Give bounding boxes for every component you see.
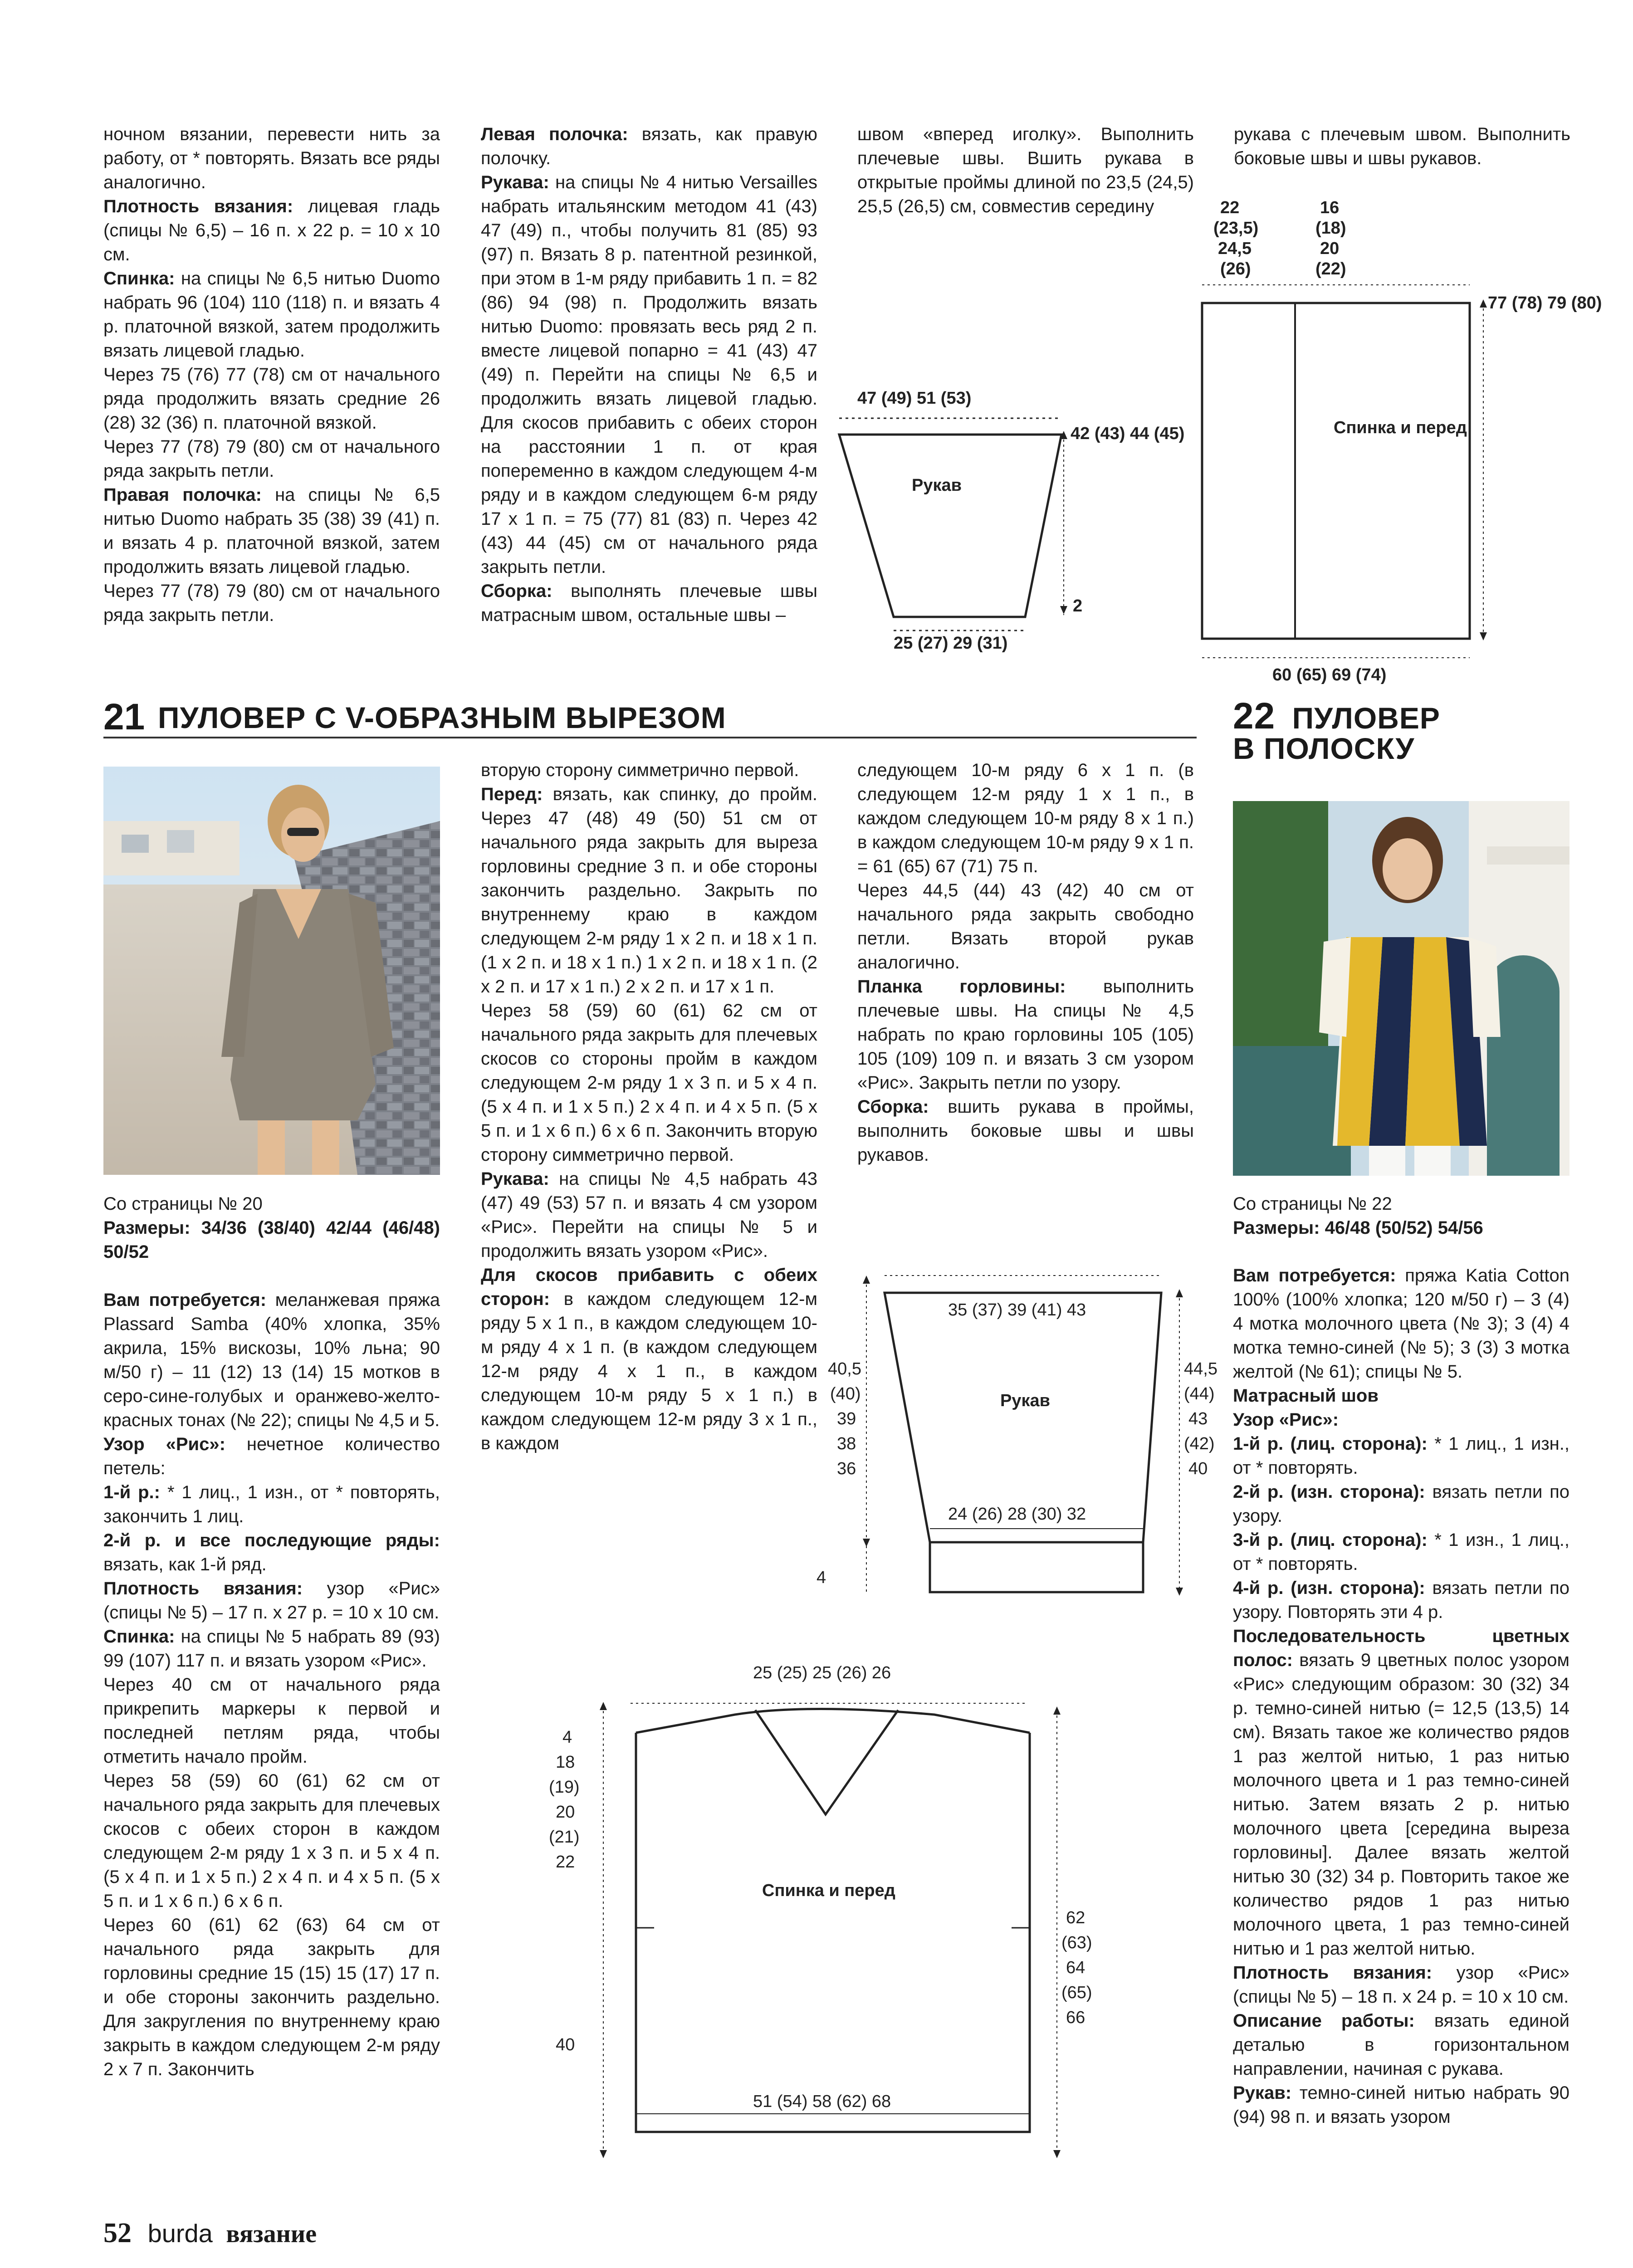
sleeve21-left-4: 38: [837, 1434, 856, 1453]
paragraph: [103, 1288, 440, 1432]
paragraph-body: * 1 лиц., 1 изн., от * повторять.: [1233, 1434, 1569, 1478]
paragraph-lead: Правая полочка:: [103, 485, 262, 505]
paragraph-body: * 1 лиц., 1 изн., от * повторять, закончить 1 лиц.: [103, 1482, 440, 1526]
paragraph: Через 40 см от начального ряда прикрепить маркеры к первой и последней петлям ряда, чтобы отметить начало пройм.: [103, 1675, 440, 1767]
paragraph-body: узор «Рис» (спицы № 5) – 17 п. х 27 р. = 10 х 10 см.: [103, 1579, 440, 1623]
sleeve21-left-2: (40): [830, 1384, 861, 1403]
body21-top-width: 25 (25) 25 (26) 26: [753, 1663, 891, 1682]
paragraph-lead: Плотность вязания:: [103, 1579, 303, 1598]
sleeve21-left-1: 40,5: [828, 1359, 861, 1378]
model22-title-line2: В ПОЛОСКУ: [1233, 732, 1415, 765]
sleeve21-right-2: (44): [1184, 1384, 1215, 1403]
model21-source: Со страницы № 20: [103, 1194, 263, 1214]
model21-sizes: Размеры: 34/36 (38/40) 42/44 (46/48) 50/52: [103, 1218, 440, 1262]
paragraph-body: вязать, как 1-й ряд.: [103, 1554, 267, 1574]
paragraph-lead: Спинка:: [103, 1627, 175, 1647]
paragraph: [481, 1167, 817, 1263]
paragraph: Через 75 (76) 77 (78) см от начального ряда продолжить вязать средние 26 (28) 32 (36) п. платочной вязкой.: [103, 365, 440, 433]
paragraph: [481, 1263, 817, 1456]
paragraph-body: вязать петли по узору.: [1233, 1482, 1570, 1526]
body21-right-1: 62: [1066, 1908, 1085, 1927]
paragraph-lead: Плотность вязания:: [103, 196, 293, 216]
top-col-1: [103, 122, 440, 627]
top-col-3: [857, 122, 1194, 219]
page-number: 52: [103, 2218, 132, 2248]
sleeve21-right-3: 43: [1188, 1409, 1208, 1428]
paragraph: [1233, 2009, 1569, 2081]
model21-number: 21: [103, 696, 145, 738]
sleeve-diagram-top: [826, 386, 1198, 676]
paragraph-lead: 1-й р. (лиц. сторона):: [1233, 1434, 1428, 1454]
paragraph: [1233, 1624, 1569, 1961]
paragraph-lead: Вам потребуется:: [1233, 1266, 1396, 1286]
body-top-height: 77 (78) 79 (80): [1488, 293, 1602, 313]
paragraph-body: выполнить плечевые швы. На спицы № 4,5 набрать по краю горловины 105 (105) 105 (109) 109 п. и вязать 3 см узором «Рис». Закрыть петли по узору.: [857, 977, 1194, 1093]
paragraph: [481, 579, 817, 627]
paragraph-lead: Узор «Рис»:: [103, 1434, 225, 1454]
top-col-4: [1234, 122, 1570, 171]
paragraph-body: в каждом следующем 12-м ряду 5 х 1 п., в каждом следующем 10-м ряду 4 х 1 п. (в каждом следующем 12-м ряду 4 х 1 п., в каждом следующем 10-м ряду 5 х 1 п.) в каждом следующем 12-м ряду 3 х 1 п., в каждом: [481, 1289, 817, 1453]
paragraph-lead: Рукава:: [481, 1169, 549, 1189]
sleeve-top-height: 42 (43) 44 (45): [1071, 424, 1185, 443]
paragraph: [857, 975, 1194, 1095]
paragraph: [103, 1625, 440, 1673]
paragraph-lead: Для скосов прибавить с обеих сторон:: [481, 1265, 817, 1309]
paragraph: [1233, 1528, 1569, 1576]
paragraph: [481, 171, 817, 579]
model22-title-text: ПУЛОВЕР: [1292, 701, 1440, 735]
sleeve21-left-5: 36: [837, 1459, 856, 1478]
paragraph-body: на спицы № 4 нитью Versailles набрать итальянским методом 41 (43) 47 (49) п., чтобы получить 81 (85) 93 (97) п. Вязать 8 р. патентной резинкой, при этом в 1-м ряду прибавить 1 п. = 82 (86) 94 (98) п. Продолжить вязать нитью Duomo: провязать весь ряд 2 п. вместе лицевой попарно = 41 (43) 47 (49) п. Перейти на спицы № 6,5 и продолжить вязать лицевой гладью. Для скосов прибавить с обеих сторон на расстоянии 1 п. от края попеременно в каждом следующем 4-м ряду и в каждом следующем 6-м ряду 17 х 1 п. = 75 (77) 81 (83) п. Через 42 (43) 44 (45) см от начального ряда закрыть петли.: [481, 172, 817, 577]
paragraph: [1233, 1432, 1569, 1480]
paragraph-body: выполнять плечевые швы матрасным швом, остальные швы –: [481, 581, 817, 625]
paragraph: [103, 1529, 440, 1577]
body21-right-2: (63): [1061, 1933, 1092, 1952]
body21-left-1: 4: [562, 1728, 572, 1747]
paragraph: Через 60 (61) 62 (63) 64 см от начального ряда закрыть для горловины средние 15 (15) 15 (17) 17 п. и обе стороны закончить раздельно. Для закругления по внутреннему краю закрыть в каждом следующем 2-м ряду 2 х 7 п. Закончить: [103, 1915, 440, 2079]
body21-width: 51 (54) 58 (62) 68: [753, 2092, 891, 2111]
paragraph-lead: Описание работы:: [1233, 2011, 1415, 2031]
paragraph-body: вязать единой деталью в горизонтальном направлении, начиная с рукава.: [1233, 2011, 1569, 2079]
paragraph-body: на спицы № 6,5 нитью Duomo набрать 96 (104) 110 (118) п. и вязать 4 р. платочной вязкой, затем продолжить вязать лицевой гладью.: [103, 269, 440, 361]
paragraph-body: узор «Рис» (спицы № 5) – 18 п. х 24 р. = 10 х 10 см.: [1233, 1963, 1569, 2007]
paragraph: Через 58 (59) 60 (61) 62 см от начального ряда закрыть для плечевых скосов с обеих сторон в каждом следующем 2-м ряду 1 х 3 п. и 5 х 4 п. (5 х 4 п. и 1 х 5 п.) 2 х 4 п. и 4 х 5 п. (5 х 5 п. и 1 х 6 п.) 6 х 6 п.: [103, 1771, 440, 1911]
model22-number: 22: [1233, 695, 1276, 737]
brand-name: burda: [147, 2219, 213, 2248]
shoulder-b-3: 20: [1320, 239, 1340, 258]
shoulder-b-1: 16: [1320, 198, 1340, 217]
paragraph-body: вязать 9 цветных полос узором «Рис» следующим образом: 30 (32) 34 р. темно-синей нитью (= 12,5 (13,5) 14 см). Вязать такое же количество рядов 1 раз желтой нитью, 1 раз нитью молочного цвета и 1 раз темно-синей нитью. Затем вязать 2 р. нитью молочного цвета [середина выреза горловины]. Далее вязать желтой нитью 30 (32) 34 р. Повторить такое же количество рядов 1 раз нитью молочного цвета, 1 раз темно-синей нитью и 1 раз желтой нитью.: [1233, 1650, 1569, 1959]
paragraph-body: вшить рукава в проймы, выполнить боковые швы и швы рукавов.: [857, 1097, 1194, 1165]
paragraph-body: меланжевая пряжа Plassard Samba (40% хлопка, 35% акрила, 15% вискозы, 10% льна; 90 м/50 г) – 11 (12) 13 (14) 15 мотков в серо-сине-голубых и оранжево-желто-красных тонах (№ 22); спицы № 4,5 и 5.: [103, 1290, 440, 1430]
paragraph-body: вязать, как правую полочку.: [481, 124, 817, 168]
paragraph: Через 77 (78) 79 (80) см от начального ряда закрыть петли.: [103, 581, 440, 625]
body-diagram-top: [1193, 191, 1601, 694]
shoulder-b-4: (22): [1315, 259, 1346, 279]
body21-right-3: 64: [1066, 1958, 1085, 1977]
paragraph: [1233, 1264, 1569, 1384]
body-diagram-21: [535, 1660, 1134, 2182]
paragraph-lead: Плотность вязания:: [1233, 1963, 1433, 1983]
model22-source: Со страницы № 22: [1233, 1194, 1392, 1214]
model21-photo: [103, 767, 440, 1175]
paragraph-lead: Сборка:: [857, 1097, 929, 1117]
sleeve-top-bottom-width: 25 (27) 29 (31): [894, 634, 1008, 653]
model21-title-bar: [103, 698, 1197, 738]
paragraph: [103, 483, 440, 579]
paragraph-lead: Рукава:: [481, 172, 549, 192]
paragraph-body: * 1 изн., 1 лиц., от * повторять.: [1233, 1530, 1569, 1574]
body21-left-2: 18: [556, 1753, 575, 1772]
sleeve21-right-1: 44,5: [1184, 1359, 1217, 1378]
paragraph-body: вязать петли по узору. Повторять эти 4 р.: [1233, 1578, 1570, 1622]
shoulder-a-1: 22: [1220, 198, 1240, 217]
paragraph: следующем 10-м ряду 6 х 1 п. (в следующем 12-м ряду 1 х 1 п., в каждом следующем 10-м ряду 8 х 1 п.) в каждом следующем 10-м ряду 9 х 1 п. = 61 (65) 67 (71) 75 п.: [857, 760, 1194, 876]
paragraph-lead: Матрасный шов: [1233, 1386, 1379, 1406]
paragraph-body: на спицы № 5 набрать 89 (93) 99 (107) 117 п. и вязать узором «Рис».: [103, 1627, 440, 1671]
shoulder-b-2: (18): [1315, 219, 1346, 238]
paragraph: [103, 267, 440, 363]
shoulder-a-4: (26): [1220, 259, 1251, 279]
body21-left-5: (21): [549, 1828, 580, 1847]
body21-left-4: 20: [556, 1803, 575, 1822]
paragraph: Через 44,5 (44) 43 (42) 40 см от начального ряда закрыть свободно петли. Вязать второй рукав аналогично.: [857, 880, 1194, 973]
paragraph-lead: Перед:: [481, 784, 543, 804]
sleeve21-cuff: 4: [816, 1568, 826, 1587]
model21-col-3: [857, 758, 1194, 1167]
paragraph-body: на спицы № 4,5 набрать 43 (47) 49 (53) 57 п. и вязать 4 см узором «Рис». Перейти на спицы № 5 и продолжить вязать узором «Рис».: [481, 1169, 817, 1261]
paragraph: [1233, 1480, 1569, 1528]
paragraph: швом «вперед иголку». Выполнить плечевые швы. Вшить рукава в открытые проймы длиной по 23,5 (24,5) 25,5 (26,5) см, совместив середину: [857, 124, 1194, 216]
paragraph-lead: Сборка:: [481, 581, 552, 601]
body21-lower: 40: [556, 2035, 575, 2054]
paragraph: Через 77 (78) 79 (80) см от начального ряда закрыть петли.: [103, 437, 440, 481]
paragraph-body: лицевая гладь (спицы № 6,5) – 16 п. х 22 р. = 10 х 10 см.: [103, 196, 440, 264]
top-col-2: [481, 122, 817, 627]
body-top-width: 60 (65) 69 (74): [1272, 665, 1387, 684]
body-top-name: Спинка и перед: [1334, 418, 1467, 437]
sleeve-top-cuff: 2: [1073, 596, 1083, 616]
paragraph: ночном вязании, перевести нить за работу, от * повторять. Вязать все ряды аналогично.: [103, 124, 440, 192]
model22-photo: [1233, 801, 1569, 1176]
sleeve21-name: Рукав: [1000, 1391, 1050, 1410]
sleeve-diagram-21: [816, 1266, 1225, 1610]
model21-title: ПУЛОВЕР С V-ОБРАЗНЫМ ВЫРЕЗОМ: [158, 701, 726, 734]
paragraph-lead: Левая полочка:: [481, 124, 628, 144]
paragraph: [1233, 1408, 1569, 1432]
paragraph: [1233, 1961, 1569, 2009]
page-footer: [103, 2217, 317, 2249]
paragraph: [481, 782, 817, 999]
body21-left-3: (19): [549, 1778, 580, 1797]
shoulder-a-3: 24,5: [1218, 239, 1252, 258]
paragraph-body: пряжа Katia Cotton 100% (100% хлопка; 120 м/50 г) – 3 (4) 4 мотка молочного цвета (№ 3); 3 (4) 4 мотка темно-синей (№ 5); 3 (3) 3 мотка желтой (№ 61); спицы № 5.: [1233, 1266, 1569, 1382]
body21-left-6: 22: [556, 1853, 575, 1872]
paragraph: [857, 1095, 1194, 1167]
paragraph-lead: Рукав:: [1233, 2083, 1292, 2103]
paragraph-body: вязать, как спинку, до пройм. Через 47 (48) 49 (50) 51 см от начального ряда закрыть для выреза горловины средние 3 п. и обе стороны закончить раздельно. Закрыть по внутреннему краю в каждом следующем 2-м ряду 1 х 2 п. и 18 х 1 п. (1 х 2 п. и 18 х 1 п.) 1 х 2 п. и 18 х 1 п. (2 х 2 п. и 17 х 1 п.) 2 х 2 п. и 17 х 1 п.: [481, 784, 817, 997]
shoulder-a-2: (23,5): [1213, 219, 1259, 238]
paragraph-body: темно-синей нитью набрать 90 (94) 98 п. и вязать узором: [1233, 2083, 1569, 2127]
paragraph: Через 58 (59) 60 (61) 62 см от начального ряда закрыть для плечевых скосов со стороны пройм в каждом следующем 2-м ряду 1 х 3 п. и 5 х 4 п. (5 х 4 п. и 1 х 5 п.) 2 х 4 п. и 4 х 5 п. (5 х 5 п. и 1 х 6 п.) 6 х 6 п. Закончить вторую сторону симметрично первой.: [481, 1001, 817, 1165]
paragraph-lead: Планка горловины:: [857, 977, 1066, 997]
body21-right-5: 66: [1066, 2008, 1085, 2027]
model21-col-1: [103, 1288, 440, 2082]
sleeve-top-width: 47 (49) 51 (53): [857, 389, 972, 408]
paragraph: рукава с плечевым швом. Выполнить боковые швы и швы рукавов.: [1234, 124, 1570, 168]
paragraph-lead: Вам потребуется:: [103, 1290, 267, 1310]
paragraph: [103, 195, 440, 267]
paragraph-lead: 3-й р. (лиц. сторона):: [1233, 1530, 1428, 1550]
paragraph-lead: Спинка:: [103, 269, 175, 288]
model22-sizes: Размеры: 46/48 (50/52) 54/56: [1233, 1218, 1483, 1238]
paragraph: [481, 122, 817, 171]
magazine-name: вязание: [226, 2220, 317, 2248]
paragraph: [103, 1432, 440, 1481]
paragraph: [1233, 2081, 1569, 2129]
body21-name: Спинка и перед: [762, 1881, 895, 1900]
paragraph-lead: Узор «Рис»:: [1233, 1410, 1339, 1430]
sleeve-top-name: Рукав: [912, 476, 962, 495]
paragraph-lead: 2-й р. и все последующие ряды:: [103, 1530, 440, 1550]
model21-col-2: [481, 758, 817, 1456]
body21-right-4: (65): [1061, 1983, 1092, 2002]
sleeve21-bottom-width: 24 (26) 28 (30) 32: [948, 1505, 1086, 1524]
paragraph: [1233, 1384, 1569, 1408]
model22-col: [1233, 1264, 1569, 2129]
paragraph-lead: 1-й р.:: [103, 1482, 160, 1502]
paragraph-lead: Последовательность цветных полос:: [1233, 1626, 1569, 1670]
paragraph-lead: 4-й р. (изн. сторона):: [1233, 1578, 1425, 1598]
paragraph-body: на спицы № 6,5 нитью Duomo набрать 35 (38) 39 (41) п. и вязать 4 р. платочной вязкой, затем продолжить вязать лицевой гладью.: [103, 485, 440, 577]
paragraph-lead: 2-й р. (изн. сторона):: [1233, 1482, 1425, 1502]
paragraph: [103, 1577, 440, 1625]
paragraph: [103, 1481, 440, 1529]
paragraph: [1233, 1576, 1569, 1624]
sleeve21-left-3: 39: [837, 1409, 856, 1428]
sleeve21-top-width: 35 (37) 39 (41) 43: [948, 1300, 1086, 1320]
paragraph-body: нечетное количество петель:: [103, 1434, 440, 1478]
paragraph: вторую сторону симметрично первой.: [481, 760, 799, 780]
sleeve21-right-5: 40: [1188, 1459, 1208, 1478]
sleeve21-right-4: (42): [1184, 1434, 1215, 1453]
